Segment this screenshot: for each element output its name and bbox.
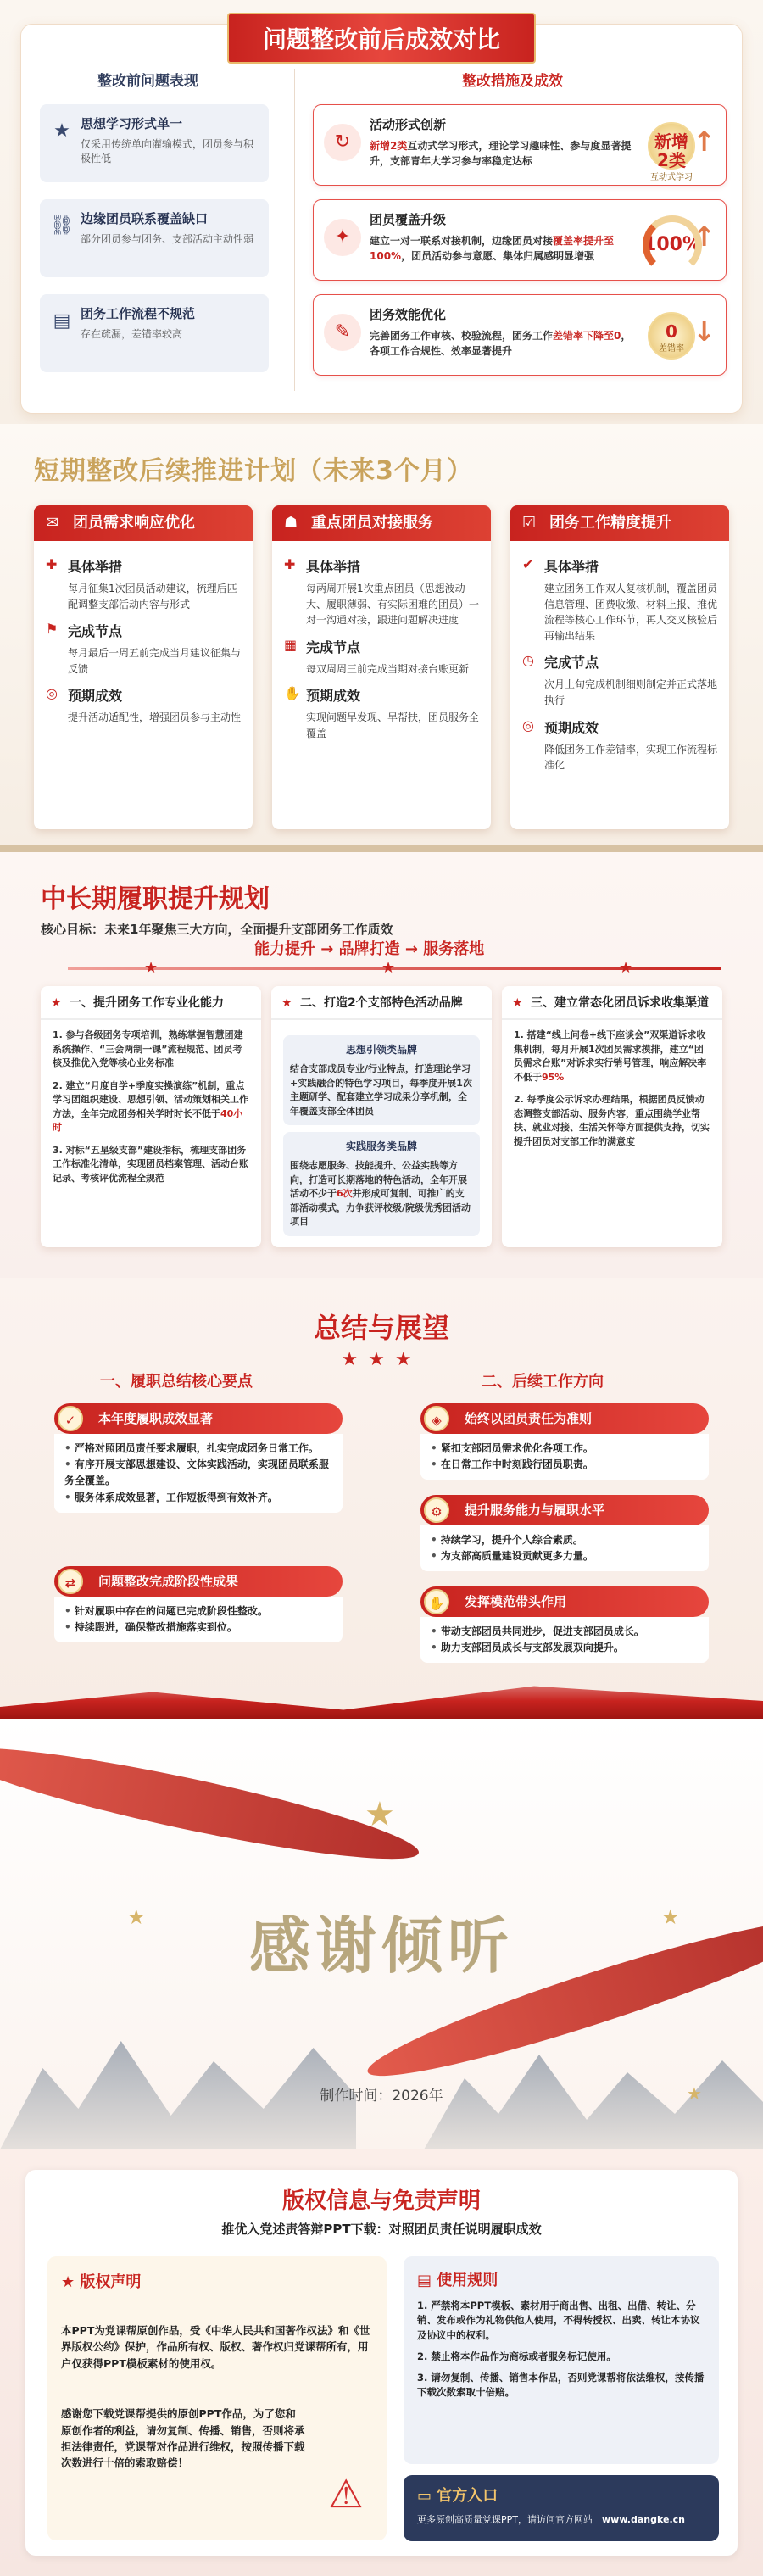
star-icon: ★ <box>51 996 62 1010</box>
plan-sub-heading: ◷ 完成节点 <box>522 652 599 672</box>
chat-icon: ✉ <box>46 514 59 532</box>
rules-head: ▤ 使用规则 <box>417 2272 498 2289</box>
brand-box: 实践服务类品牌 围绕志愿服务、技能提升、公益实践等方向，打造可长期落地的特色活动，全年开展活动不少于6次并形成可复制、可推广的支部活动模式，力争获评校级/院级优秀团活动项目 <box>283 1132 480 1236</box>
official-head: ▭ 官方入口 <box>417 2487 498 2505</box>
short-term-title: 短期整改后续推进计划（未来3个月） <box>34 456 473 486</box>
column-head: ★ 一、提升团务工作专业化能力 <box>41 986 261 1020</box>
thanks-title: 感谢倾听 <box>248 1910 514 1982</box>
summary-box <box>54 1403 343 1513</box>
rule-item: 1. 严禁将本PPT模板、素材用于商出售、出租、出借、转让、分销、发布或作为礼物供他人使用，不得转授权、出卖、转让本协议及协议中的权利。 <box>417 2300 700 2341</box>
plan-sub-heading: ▦ 完成节点 <box>284 636 361 655</box>
mountain-decoration <box>0 2014 356 2149</box>
copyright-subtitle: 推优入党述责答辩PPT下载：对照团员责任说明履职成效 <box>221 2222 542 2237</box>
rule-item: 3. 请勿复制、传播、销售本作品，否则党课帮将依法维权，按传播下载次数索取十倍赔。 <box>417 2372 705 2399</box>
plan-sub-text: 建立团务工作双人复核机制，覆盖团员信息管理、团费收缴、材料上报、推优流程等核心工作环节，再人交叉核验后再输出结果 <box>544 583 718 642</box>
arrow-down-icon: ↓ <box>693 315 716 348</box>
short-term-plan-section <box>0 424 763 845</box>
target-icon: ◎ <box>46 685 58 702</box>
measure-desc: 新增2类互动式学习形式，理论学习趣味性、参与度显著提升，支部青年大学习参与率稳定达标 <box>370 140 632 167</box>
arrow-up-icon: ↑ <box>693 220 716 253</box>
measure-title: 活动形式创新 <box>370 117 447 132</box>
copyright-section <box>0 2149 763 2576</box>
summary-left-head: 一、履职总结核心要点 <box>100 1373 253 1391</box>
measure-item <box>313 104 727 186</box>
measure-title: 团务效能优化 <box>370 307 447 322</box>
brand-box: 思想引领类品牌 结合支部成员专业/行业特点，打造理论学习+实践融合的特色学习项目，每季度开展1次主题研学、配套建立学习成果分享机制，全年覆盖支部全体团员 <box>283 1035 480 1125</box>
star-icon: ★ <box>382 959 396 977</box>
plan-sub-heading: ✔ 具体举措 <box>522 556 599 575</box>
plan-sub-text: 提升活动适配性，增强团员参与主动性 <box>68 711 242 724</box>
before-heading: 整改前问题表现 <box>97 73 198 90</box>
summary-item: • 紧扣支部团员需求优化各项工作。 <box>431 1441 699 1457</box>
summary-box <box>420 1586 709 1663</box>
people-icon: ✚ <box>284 556 296 572</box>
gear-icon: ⚙ <box>424 1497 449 1523</box>
plan-sub-heading: ◎ 预期成效 <box>522 716 599 736</box>
summary-box <box>420 1495 709 1571</box>
comparison-title: 问题整改前后成效对比 <box>227 13 536 64</box>
plan-sub-heading: ✚ 具体举措 <box>284 556 361 575</box>
plan-sub-heading: ✚ 具体举措 <box>46 556 123 575</box>
summary-box-head: ✋ 发挥模范带头作用 <box>420 1586 709 1617</box>
shuffle-icon: ⇄ <box>58 1569 83 1594</box>
copyright-text: 本PPT为党课帮原创作品，受《中华人民共和国著作权法》和《世界版权公约》保护，作品所有权、版权、著作权归党课帮所有，用户仅获得PPT模板素材的使用权。 <box>61 2324 370 2370</box>
summary-box-head: ◈ 始终以团员责任为准则 <box>420 1403 709 1434</box>
measure-item <box>313 294 727 376</box>
plan-sub-text: 次月上旬完成机制细则制定并正式落地执行 <box>544 678 718 706</box>
star-icon: ★ <box>127 1905 146 1929</box>
plan-sub-text: 降低团务工作差错率，实现工作流程标准化 <box>544 743 718 772</box>
summary-box-head: ⇄ 问题整改完成阶段性成果 <box>54 1566 343 1597</box>
check-icon: ✔ <box>522 556 534 572</box>
column-head: ★ 二、打造2个支部特色活动品牌 <box>271 986 492 1020</box>
compass-icon: ◈ <box>424 1406 449 1431</box>
comparison-section <box>0 0 763 424</box>
plan-head: ✉ 团员需求响应优化 <box>34 505 253 541</box>
summary-title: 总结与展望 <box>313 1312 449 1344</box>
red-wave-decoration <box>0 1659 763 1719</box>
summary-item: • 在日常工作中时刻践行团员职责。 <box>431 1457 699 1473</box>
plan-sub-heading: ◎ 预期成效 <box>46 685 123 705</box>
problem-item <box>40 104 269 182</box>
computer-icon: ▭ <box>417 2487 437 2505</box>
plan-sub-heading: ⚑ 完成节点 <box>46 621 123 640</box>
star-icon: ★ <box>53 120 70 142</box>
problem-desc: 仅采用传统单向灌输模式，团员参与积极性低 <box>81 138 254 165</box>
problem-title: 边缘团员联系覆盖缺口 <box>81 211 209 226</box>
measure-desc: 建立一对一联系对接机制，边缘团员对接覆盖率提升至100%，团员活动参与意愿、集体归属感明显增强 <box>370 235 615 262</box>
progress-path-label: 能力提升 → 品牌打造 → 服务落地 <box>254 940 485 958</box>
problem-desc: 部分团员参与团务、支部活动主动性弱 <box>81 233 254 245</box>
summary-item: • 助力支部团员成长与支部发展双向提升。 <box>431 1640 699 1656</box>
document-icon: ▤ <box>417 2272 437 2289</box>
star-icon: ★ <box>144 959 159 977</box>
checklist-icon: ☑ <box>522 514 537 532</box>
problem-item <box>40 294 269 372</box>
summary-box-head: ⚙ 提升服务能力与履职水平 <box>420 1495 709 1525</box>
calendar-icon: ▦ <box>284 636 298 653</box>
summary-item: • 服务体系成效显著，工作短板得到有效补齐。 <box>64 1490 332 1506</box>
summary-item: • 针对履职中存在的问题已完成阶段性整改。 <box>64 1603 332 1620</box>
plan-sub-text: 每两周开展1次重点团员（思想波动大、履职薄弱、有实际困难的团员）一对一沟通对接，跟进问题解决进度 <box>306 583 480 627</box>
refresh-icon: ↻ <box>324 124 361 161</box>
measure-title: 团员覆盖升级 <box>370 212 447 227</box>
summary-section <box>0 1278 763 1719</box>
comparison-card <box>20 24 743 414</box>
official-entry-box[interactable] <box>404 2475 719 2541</box>
column-para: 1. 搭建“线上问卷+线下座谈会”双渠道诉求收集机制，每月开展1次团员需求摸排，建立“团员需求台账”对诉求实行销号管理，响应解决率不低于95% <box>514 1029 707 1083</box>
copyright-head: ★ 版权声明 <box>61 2273 142 2291</box>
star-icon: ★ <box>61 2273 81 2291</box>
summary-item: • 有序开展支部思想建设、文体实践活动，实现团员联系服务全覆盖。 <box>64 1457 332 1489</box>
handshake-icon: ✋ <box>284 685 301 702</box>
problem-title: 思想学习形式单一 <box>81 116 183 131</box>
copyright-statement-box <box>47 2256 387 2540</box>
column-divider <box>294 69 295 391</box>
long-term-plan-section <box>0 845 763 1278</box>
summary-box <box>54 1566 343 1642</box>
problem-desc: 存在疏漏，差错率较高 <box>81 328 183 340</box>
flag-icon: ⚑ <box>46 621 58 638</box>
summary-item: • 为支部高质量建设贡献更多力量。 <box>431 1548 699 1564</box>
plan-sub-text: 每月最后一周五前完成当月建议征集与反馈 <box>68 647 242 675</box>
summary-item: • 严格对照团员责任要求履职，扎实完成团务日常工作。 <box>64 1441 332 1457</box>
star-icon: ★ <box>619 959 633 977</box>
summary-box <box>420 1403 709 1480</box>
check-icon: ✓ <box>58 1406 83 1431</box>
plan-sub-text: 每月征集1次团员活动建议，梳理后匹配调整支部活动内容与形式 <box>68 583 237 611</box>
plan-column <box>41 986 261 1247</box>
star-icon: ★ <box>512 996 523 1010</box>
copyright-title: 版权信息与免责声明 <box>281 2188 481 2214</box>
people-icon: ✚ <box>46 556 58 572</box>
document-icon: ▤ <box>53 310 71 332</box>
plan-sub-heading: ✋ 预期成效 <box>284 685 361 705</box>
handshake-icon: ✋ <box>424 1589 449 1614</box>
plan-sub-text: 实现问题早发现、早帮扶，团员服务全覆盖 <box>306 711 480 739</box>
made-date: 制作时间：2026年 <box>320 2088 443 2105</box>
usage-rules-box <box>404 2256 719 2464</box>
red-ribbon-decoration <box>0 1729 424 1877</box>
column-head: ★ 三、建立常态化团员诉求收集渠道 <box>502 986 722 1020</box>
plan-card <box>34 505 253 829</box>
star-icon: ★ <box>687 2083 702 2104</box>
plan-card <box>272 505 491 829</box>
summary-item: • 带动支部团员共同进步，促进支部团员成长。 <box>431 1624 699 1640</box>
coverage-gauge: 100% <box>643 215 702 266</box>
error-rate-badge: 0 差错率 <box>648 312 695 360</box>
problem-item <box>40 199 269 277</box>
column-para: 1. 参与各级团务专项培训，熟练掌握智慧团建系统操作、“三会两制一课”流程规范、团员考核及推优入党等核心业务标准 <box>53 1029 243 1068</box>
after-heading: 整改措施及成效 <box>462 73 563 90</box>
official-text: 更多原创高质量党课PPT，请访问官方网站 www.dangke.cn <box>417 2514 685 2525</box>
star-icon: ★ <box>365 1795 395 1834</box>
copyright-warning-text: 感谢您下载党课帮提供的原创PPT作品，为了您和原创作者的利益，请勿复制、传播、销售，否则将承担法律责任，党课帮对作品进行维权，按照传播下载次数进行十倍的索取赔偿！ <box>61 2407 305 2470</box>
plan-sub-text: 每双周周三前完成当期对接台账更新 <box>306 662 470 675</box>
column-para: 3. 对标“五星级支部”建设指标，梳理支部团务工作标准化清单，实现团员档案管理、活动台账记录、考核评优流程全规范 <box>53 1144 248 1184</box>
link-icon: ⛓ <box>50 215 74 237</box>
checklist-icon: ✎ <box>324 314 361 351</box>
plan-column <box>271 986 492 1247</box>
plan-head: ☗ 重点团员对接服务 <box>272 505 491 541</box>
long-term-title: 中长期履职提升规划 <box>41 884 270 914</box>
new-types-badge: 新增2类 互动式学习 <box>648 122 695 170</box>
core-goal: 核心目标：未来1年聚焦三大方向，全面提升支部团务工作质效 <box>41 922 393 937</box>
summary-item: • 持续学习，提升个人综合素质。 <box>431 1532 699 1548</box>
summary-item: • 持续跟进，确保整改措施落实到位。 <box>64 1620 332 1636</box>
column-para: 2. 建立“月度自学+季度实操演练”机制，重点学习团组织建设、思想引领、活动策划相关工作方法，全年完成团务相关学时时长不低于40小时 <box>53 1079 248 1133</box>
plan-head: ☑ 团务工作精度提升 <box>510 505 729 541</box>
star-ornament-icon: ★★★ <box>341 1349 422 1370</box>
thanks-section <box>0 1719 763 2149</box>
arrow-up-icon: ↑ <box>693 125 716 158</box>
column-para: 2. 每季度公示诉求办理结果，根据团员反馈动态调整支部活动、服务内容，重点围绕学业帮扶、就业对接、生活关怀等方面提供支持，切实提升团员对支部工作的满意度 <box>514 1094 710 1147</box>
summary-box-head: ✓ 本年度履职成效显著 <box>54 1403 343 1434</box>
measure-desc: 完善团务工作审核、校验流程，团务工作差错率下降至0，各项工作合规性、效率显著提升 <box>370 330 632 357</box>
copyright-card <box>25 2170 738 2556</box>
clock-icon: ◷ <box>522 652 534 669</box>
star-icon: ★ <box>661 1905 680 1929</box>
star-icon: ★ <box>281 996 292 1010</box>
plan-column <box>502 986 722 1247</box>
target-icon: ◎ <box>522 716 534 733</box>
problem-title: 团务工作流程不规范 <box>81 306 196 321</box>
rule-item: 2. 禁止将本作品作为商标或者服务标记使用。 <box>417 2350 616 2362</box>
official-url-link[interactable]: www.dangke.cn <box>602 2514 685 2525</box>
measure-item <box>313 199 727 281</box>
people-icon: ☗ <box>284 514 298 532</box>
warning-icon: ⚠ <box>328 2471 364 2517</box>
stars-icon: ✦ <box>324 219 361 256</box>
plan-card <box>510 505 729 829</box>
summary-right-head: 二、后续工作方向 <box>482 1373 604 1391</box>
